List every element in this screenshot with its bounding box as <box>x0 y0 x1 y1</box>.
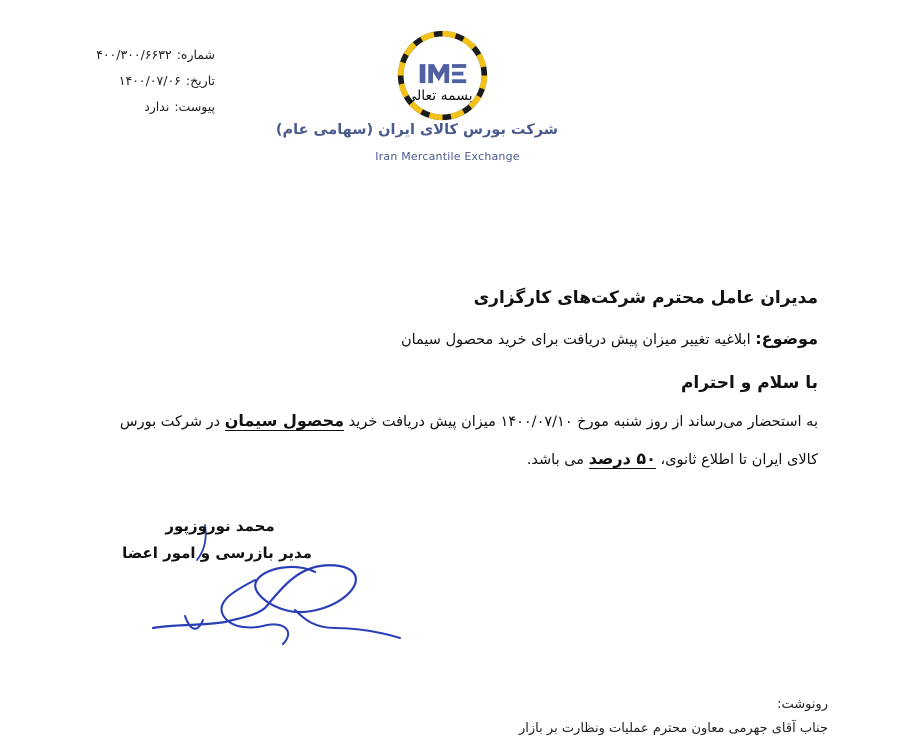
letter-attachment-value: ندارد <box>144 99 170 114</box>
letter-number <box>70 42 215 68</box>
handwritten-signature <box>145 520 415 660</box>
signer-name: محمد نوروزپور <box>165 517 275 535</box>
letter-attachment <box>70 94 215 120</box>
letter-number-value: ۴۰۰/۳۰۰/۶۶۳۲ <box>96 47 172 62</box>
letter-number-label: شماره: <box>176 47 215 62</box>
subject-text: ابلاغیه تغییر میزان پیش دریافت برای خرید محصول سیمان <box>400 332 751 348</box>
basmala-heading: بسمه تعالی <box>405 88 473 104</box>
letter-body-line-1 <box>120 411 818 430</box>
cc-label: رونوشت: <box>777 697 828 712</box>
subject-label: موضوع: <box>755 329 818 348</box>
letter-date <box>70 68 215 94</box>
letter-attachment-label: پیوست: <box>174 99 215 114</box>
letter-meta <box>70 42 215 120</box>
letter-subject <box>401 329 818 348</box>
body-line-2-start: کالای ایران تا اطلاع ثانوی، <box>660 452 818 468</box>
body-percent-emphasis: ۵۰ درصد <box>588 449 656 468</box>
letter-date-value: ۱۴۰۰/۰۷/۰۶ <box>118 73 181 88</box>
letter-date-label: تاریخ: <box>185 73 215 88</box>
signer-title: مدیر بازرسی و امور اعضا <box>122 544 312 562</box>
body-line-2-end: می باشد. <box>526 452 585 468</box>
company-name-en: Iran Mercantile Exchange <box>375 150 520 163</box>
letter-body-line-2 <box>527 449 818 468</box>
body-product-emphasis: محصول سیمان <box>224 411 345 430</box>
ime-logo-icon <box>395 28 490 123</box>
body-line-1-end: در شرکت بورس <box>119 414 221 430</box>
body-line-1-start: به استحضار می‌رساند از روز شنبه مورخ ۱۴۰۰/۰۷/۱۰ میزان پیش دریافت خرید <box>348 414 818 430</box>
company-name-fa: شرکت بورس کالای ایران (سهامی عام) <box>275 122 558 138</box>
cc-recipient: جناب آقای جهرمی معاون محترم عملیات ونظارت بر بازار <box>519 721 828 736</box>
letter-recipient: مدیران عامل محترم شرکت‌های کارگزاری <box>473 288 818 308</box>
letter-greeting: با سلام و احترام <box>680 373 818 393</box>
